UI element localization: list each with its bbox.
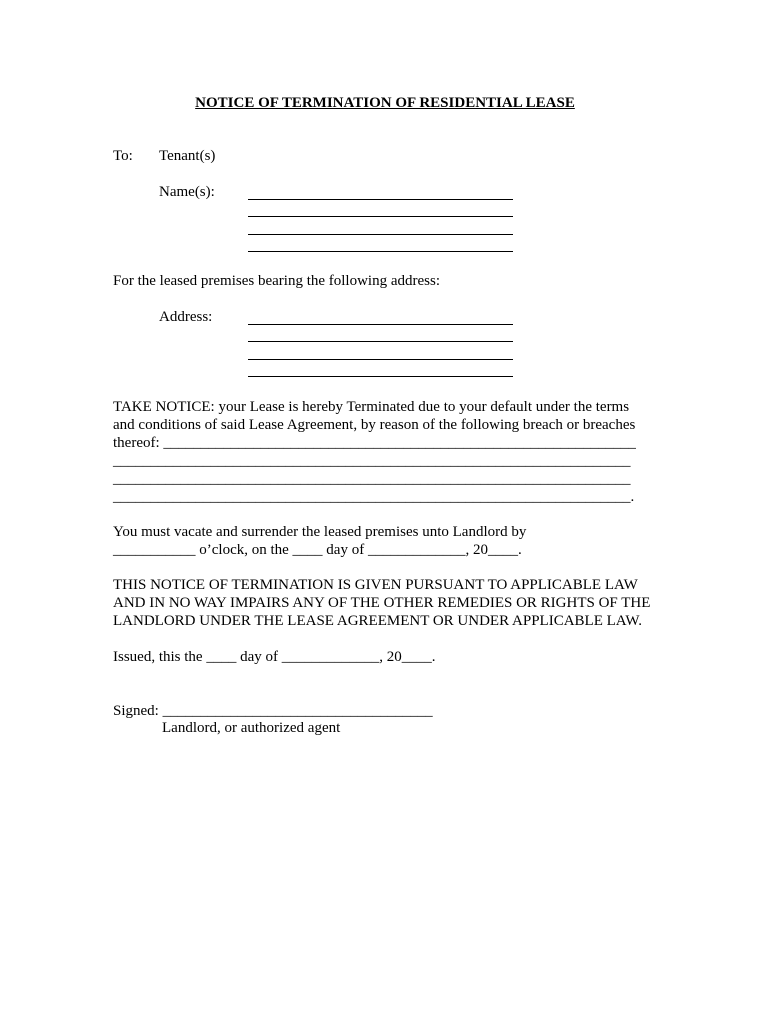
breach-line-3: _____________________________________________________________________. — [113, 489, 635, 505]
address-blank-line-4[interactable] — [248, 376, 513, 377]
signed-line: Signed: ____________________________________ — [113, 703, 433, 719]
address-blank-line-2[interactable] — [248, 341, 513, 342]
breach-line-1: _____________________________________________________________________ — [113, 453, 631, 469]
premises-intro: For the leased premises bearing the following address: — [113, 273, 440, 289]
law-line-2: AND IN NO WAY IMPAIRS ANY OF THE OTHER REMEDIES OR RIGHTS OF THE — [113, 595, 651, 611]
notice-line-2: and conditions of said Lease Agreement, by reason of the following breach or breaches — [113, 417, 636, 433]
breach-line-2: _____________________________________________________________________ — [113, 471, 631, 487]
vacate-line-2: ___________ o’clock, on the ____ day of _____________, 20____. — [113, 542, 522, 558]
signer-caption: Landlord, or authorized agent — [162, 720, 341, 736]
address-blank-line-1[interactable] — [248, 324, 513, 325]
address-label: Address: — [159, 309, 213, 325]
law-line-3: LANDLORD UNDER THE LEASE AGREEMENT OR UNDER APPLICABLE LAW. — [113, 613, 642, 629]
name-blank-line-2[interactable] — [248, 216, 513, 217]
to-value: Tenant(s) — [159, 148, 216, 164]
notice-line-3: thereof: _______________________________________________________________ — [113, 435, 636, 451]
address-blank-line-3[interactable] — [248, 359, 513, 360]
names-label: Name(s): — [159, 184, 215, 200]
issued-line: Issued, this the ____ day of _____________, 20____. — [113, 649, 436, 665]
document-title: NOTICE OF TERMINATION OF RESIDENTIAL LEASE — [195, 95, 575, 111]
name-blank-line-1[interactable] — [248, 199, 513, 200]
name-blank-line-4[interactable] — [248, 251, 513, 252]
notice-line-1: TAKE NOTICE: your Lease is hereby Terminated due to your default under the terms — [113, 399, 630, 415]
law-line-1: THIS NOTICE OF TERMINATION IS GIVEN PURSUANT TO APPLICABLE LAW — [113, 577, 638, 593]
to-label: To: — [113, 148, 133, 164]
name-blank-line-3[interactable] — [248, 234, 513, 235]
vacate-line-1: You must vacate and surrender the leased premises unto Landlord by — [113, 524, 527, 540]
